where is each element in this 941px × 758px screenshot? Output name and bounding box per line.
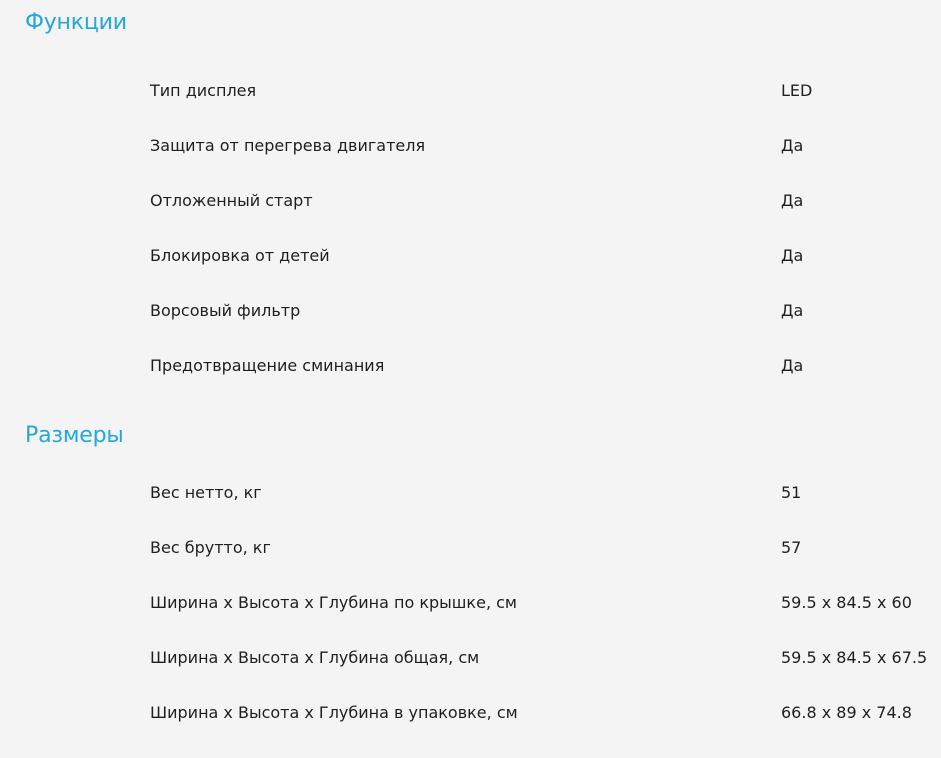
- spec-label: Ворсовый фильтр: [150, 301, 301, 320]
- spec-row-gross-weight: [0, 538, 941, 593]
- spec-list-dimensions: [0, 483, 941, 758]
- spec-label: Тип дисплея: [150, 81, 257, 100]
- spec-label: Отложенный старт: [150, 191, 313, 210]
- spec-label: Ширина х Высота х Глубина по крышке, см: [150, 593, 517, 612]
- spec-label: Ширина х Высота х Глубина общая, см: [150, 648, 480, 667]
- spec-row-lint-filter: [0, 301, 941, 356]
- spec-label: Защита от перегрева двигателя: [150, 136, 426, 155]
- spec-label: Предотвращение сминания: [150, 356, 385, 375]
- spec-list-functions: [0, 81, 941, 411]
- spec-row-dimensions-overall: [0, 648, 941, 703]
- spec-row-dimensions-lid: [0, 593, 941, 648]
- spec-value: 57: [781, 538, 802, 557]
- spec-row-child-lock: [0, 246, 941, 301]
- spec-label: Вес нетто, кг: [150, 483, 262, 502]
- spec-value: Да: [781, 191, 804, 210]
- spec-value: Да: [781, 136, 804, 155]
- spec-value: Да: [781, 356, 804, 375]
- spec-row-net-weight: [0, 483, 941, 538]
- spec-value: Да: [781, 301, 804, 320]
- section-title-functions: Функции: [25, 10, 127, 35]
- spec-label: Блокировка от детей: [150, 246, 330, 265]
- spec-value: 66.8 x 89 x 74.8: [781, 703, 912, 722]
- section-title-dimensions: Размеры: [25, 423, 124, 448]
- spec-row-anti-crease: [0, 356, 941, 411]
- spec-value: 51: [781, 483, 802, 502]
- spec-row-delayed-start: [0, 191, 941, 246]
- spec-row-display-type: [0, 81, 941, 136]
- spec-value: LED: [781, 81, 813, 100]
- spec-value: 59.5 x 84.5 x 60: [781, 593, 912, 612]
- spec-label: Ширина х Высота х Глубина в упаковке, см: [150, 703, 518, 722]
- spec-value: 59.5 x 84.5 x 67.5: [781, 648, 928, 667]
- spec-row-motor-overheat-protection: [0, 136, 941, 191]
- spec-label: Вес брутто, кг: [150, 538, 271, 557]
- spec-value: Да: [781, 246, 804, 265]
